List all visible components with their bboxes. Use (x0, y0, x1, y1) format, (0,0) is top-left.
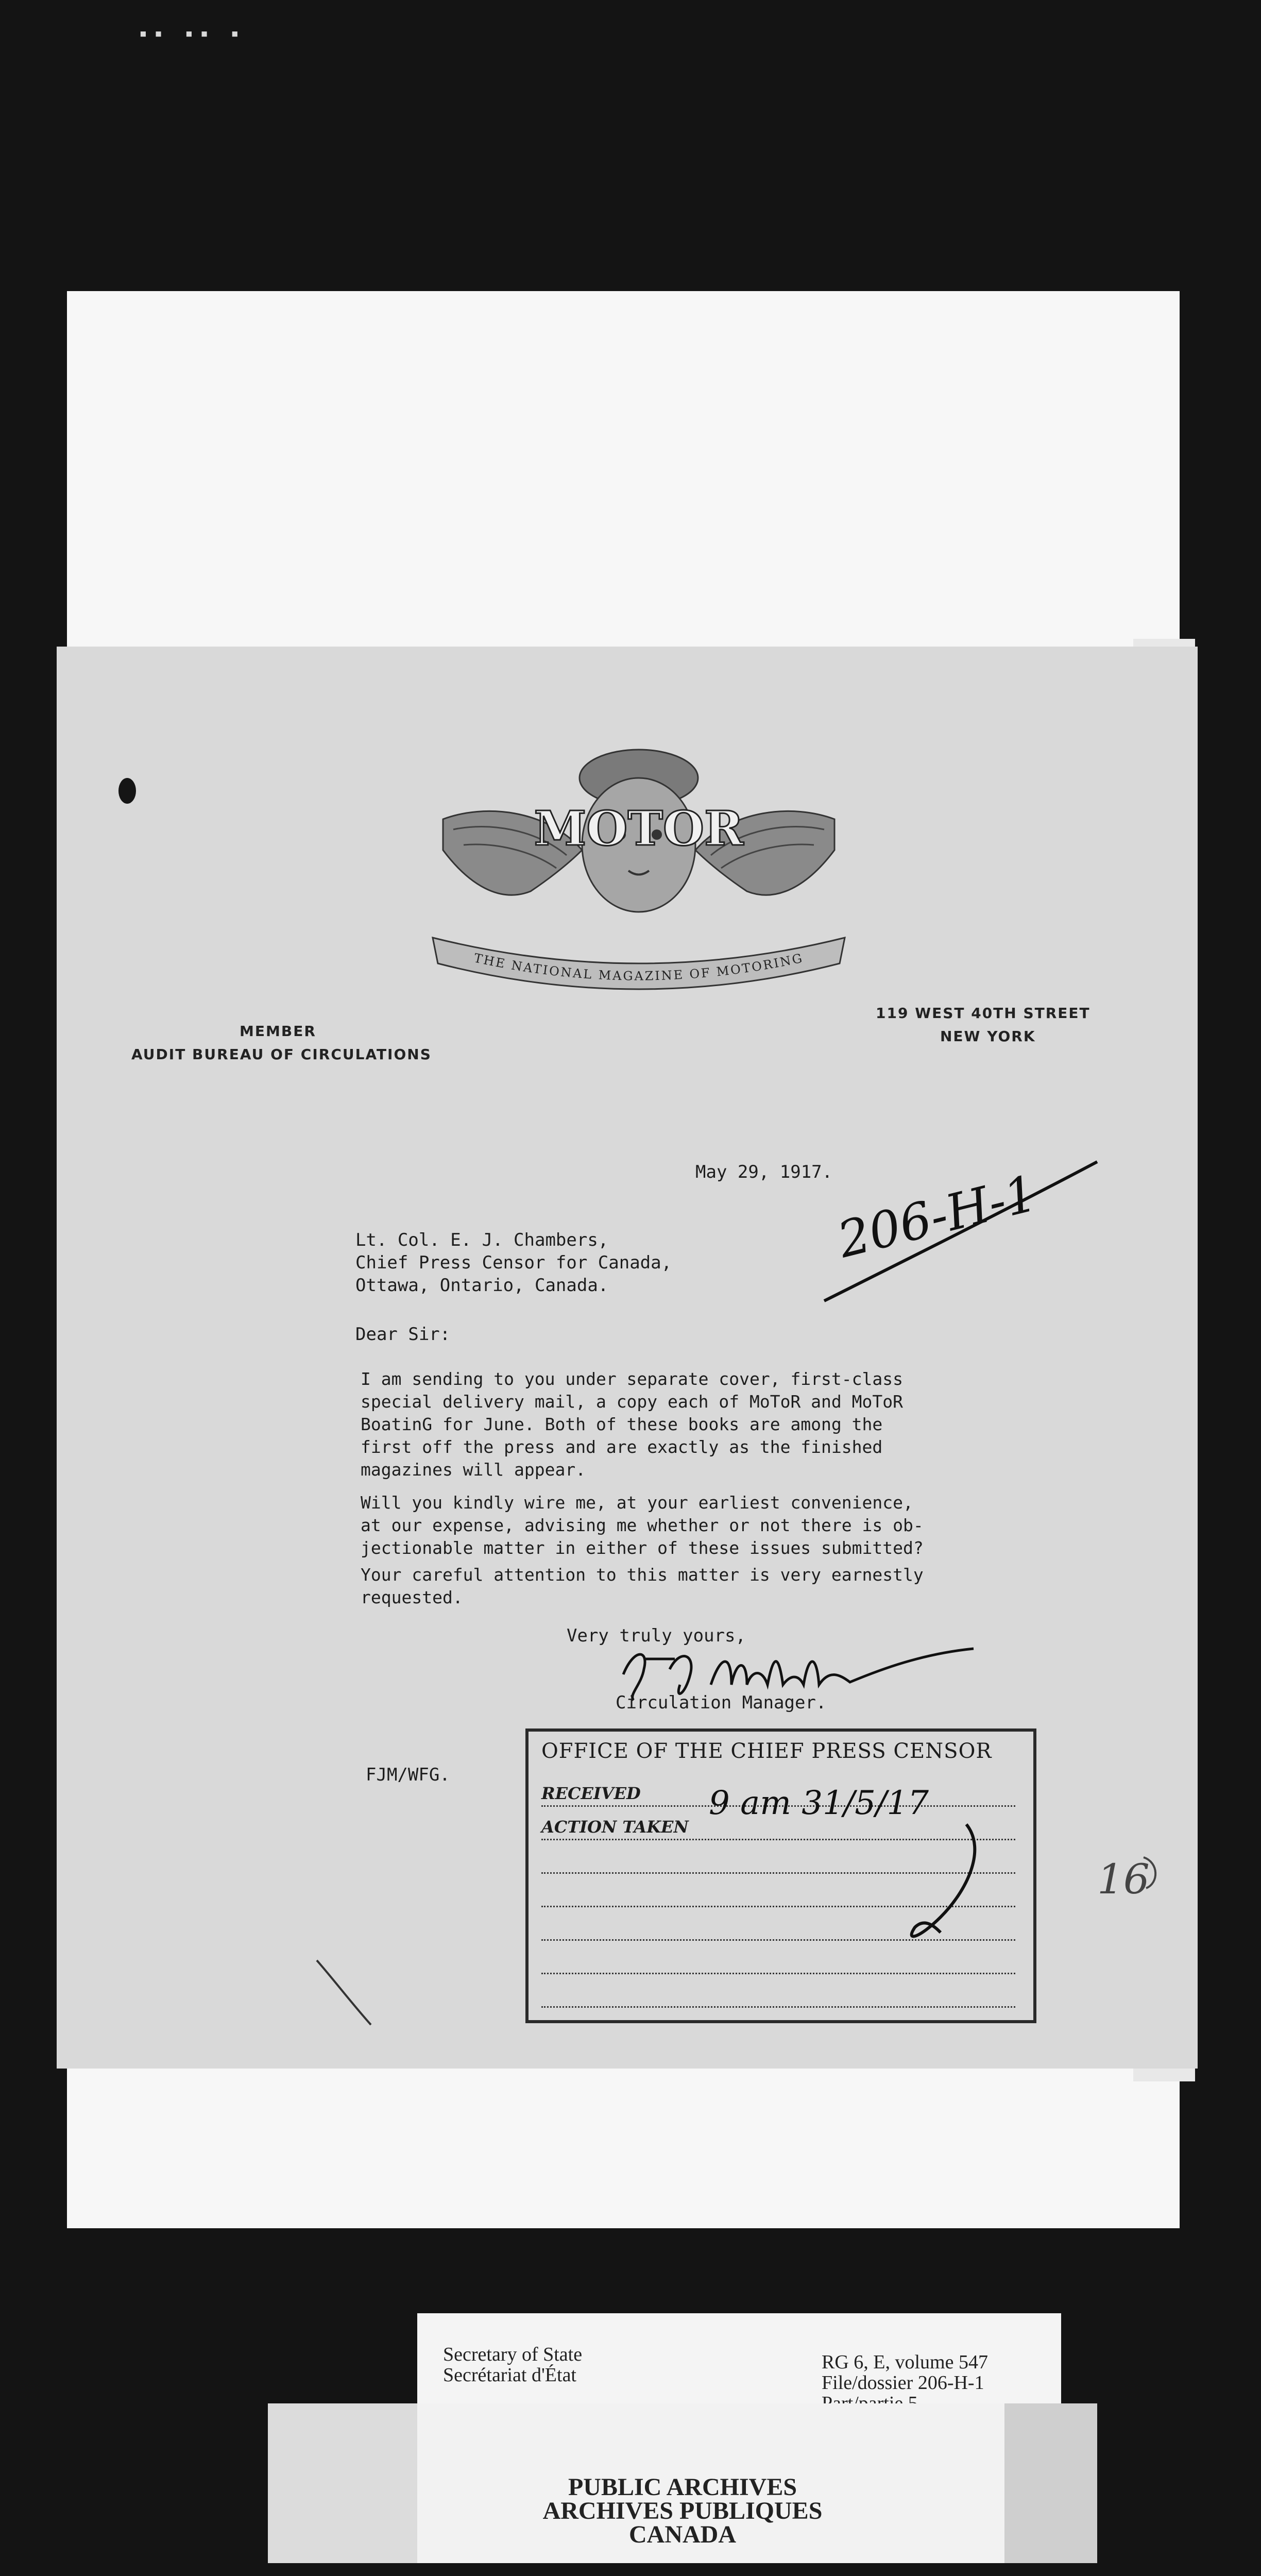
closing: Very truly yours, (567, 1625, 746, 1646)
margin-note-text: 16 (1097, 1855, 1150, 1903)
paragraph-line: Will you kindly wire me, at your earliest convenience, (361, 1493, 913, 1513)
letter-page (57, 647, 1198, 2069)
paragraph-3 (361, 1564, 1071, 1609)
recipient-line: Ottawa, Ontario, Canada. (355, 1275, 609, 1296)
banner-line-fr: ARCHIVES PUBLIQUES (542, 2497, 823, 2524)
card-dept-en: Secretary of State (443, 2344, 583, 2365)
margin-note (1092, 1837, 1164, 1919)
file-number-text: 206-H-1 (832, 1164, 1043, 1269)
paragraph-line: I am sending to you under separate cover, first-class (361, 1369, 903, 1389)
letter-date: May 29, 1917. (695, 1162, 833, 1182)
paragraph-line: BoatinG for June. Both of these books are among the (361, 1414, 883, 1434)
handwritten-file-number (814, 1131, 1102, 1306)
card-file: File/dossier 206-H-1 (822, 2372, 984, 2394)
recipient-address (355, 1229, 672, 1297)
salutation: Dear Sir: (355, 1324, 451, 1345)
stray-pencil-mark (314, 1955, 376, 2027)
paragraph-1 (361, 1368, 1071, 1481)
banner-line-country: CANADA (629, 2521, 736, 2548)
paragraph-line: first off the press and are exactly as the finished (361, 1437, 883, 1457)
film-edge-marks: ▪▪ ▪▪ ▪ (139, 26, 246, 41)
paragraph-line: magazines will appear. (361, 1460, 586, 1480)
letterhead-address-city: NEW YORK (940, 1028, 1036, 1045)
letterhead-member: MEMBER (240, 1023, 316, 1040)
censor-stamp (525, 1728, 1036, 2023)
card-department (443, 2344, 582, 2385)
banner-line-en: PUBLIC ARCHIVES (568, 2473, 797, 2501)
stamp-title: OFFICE OF THE CHIEF PRESS CENSOR (541, 1739, 992, 1763)
banner-text (268, 2473, 1097, 2548)
action-label: ACTION TAKEN (541, 1817, 689, 1837)
card-record-group: RG 6, E, volume 547 (822, 2351, 988, 2373)
stamp-handwriting (698, 1773, 987, 1958)
public-archives-banner (268, 2403, 1097, 2563)
signer-title: Circulation Manager. (616, 1692, 827, 1713)
paragraph-line: special delivery mail, a copy each of MoToR and MoToR (361, 1392, 903, 1412)
letterhead-bureau: AUDIT BUREAU OF CIRCULATIONS (131, 1046, 432, 1063)
received-label: RECEIVED (541, 1784, 641, 1803)
recipient-line: Lt. Col. E. J. Chambers, (355, 1230, 609, 1250)
card-dept-fr: Secrétariat d'État (443, 2364, 576, 2386)
typist-initials: FJM/WFG. (366, 1765, 450, 1785)
letterhead-address-street: 119 WEST 40TH STREET (876, 1005, 1090, 1022)
logo-ribbon-text: THE NATIONAL MAGAZINE OF MOTORING (472, 951, 805, 984)
recipient-line: Chief Press Censor for Canada, (355, 1252, 672, 1273)
paragraph-line: Your careful attention to this matter is very earnestly (361, 1565, 924, 1585)
motor-winged-logo (412, 747, 865, 1015)
logo-wordmark: MOTOR (534, 801, 744, 856)
paragraph-line: requested. (361, 1587, 463, 1607)
paragraph-line: at our expense, advising me whether or not there is ob- (361, 1515, 924, 1535)
received-value: 9 am 31/5/17 (709, 1784, 929, 1822)
punch-hole (118, 778, 136, 804)
stamp-blank-row (541, 1981, 1015, 2008)
paragraph-2 (361, 1492, 1071, 1560)
paragraph-line: jectionable matter in either of these issues submitted? (361, 1538, 924, 1558)
